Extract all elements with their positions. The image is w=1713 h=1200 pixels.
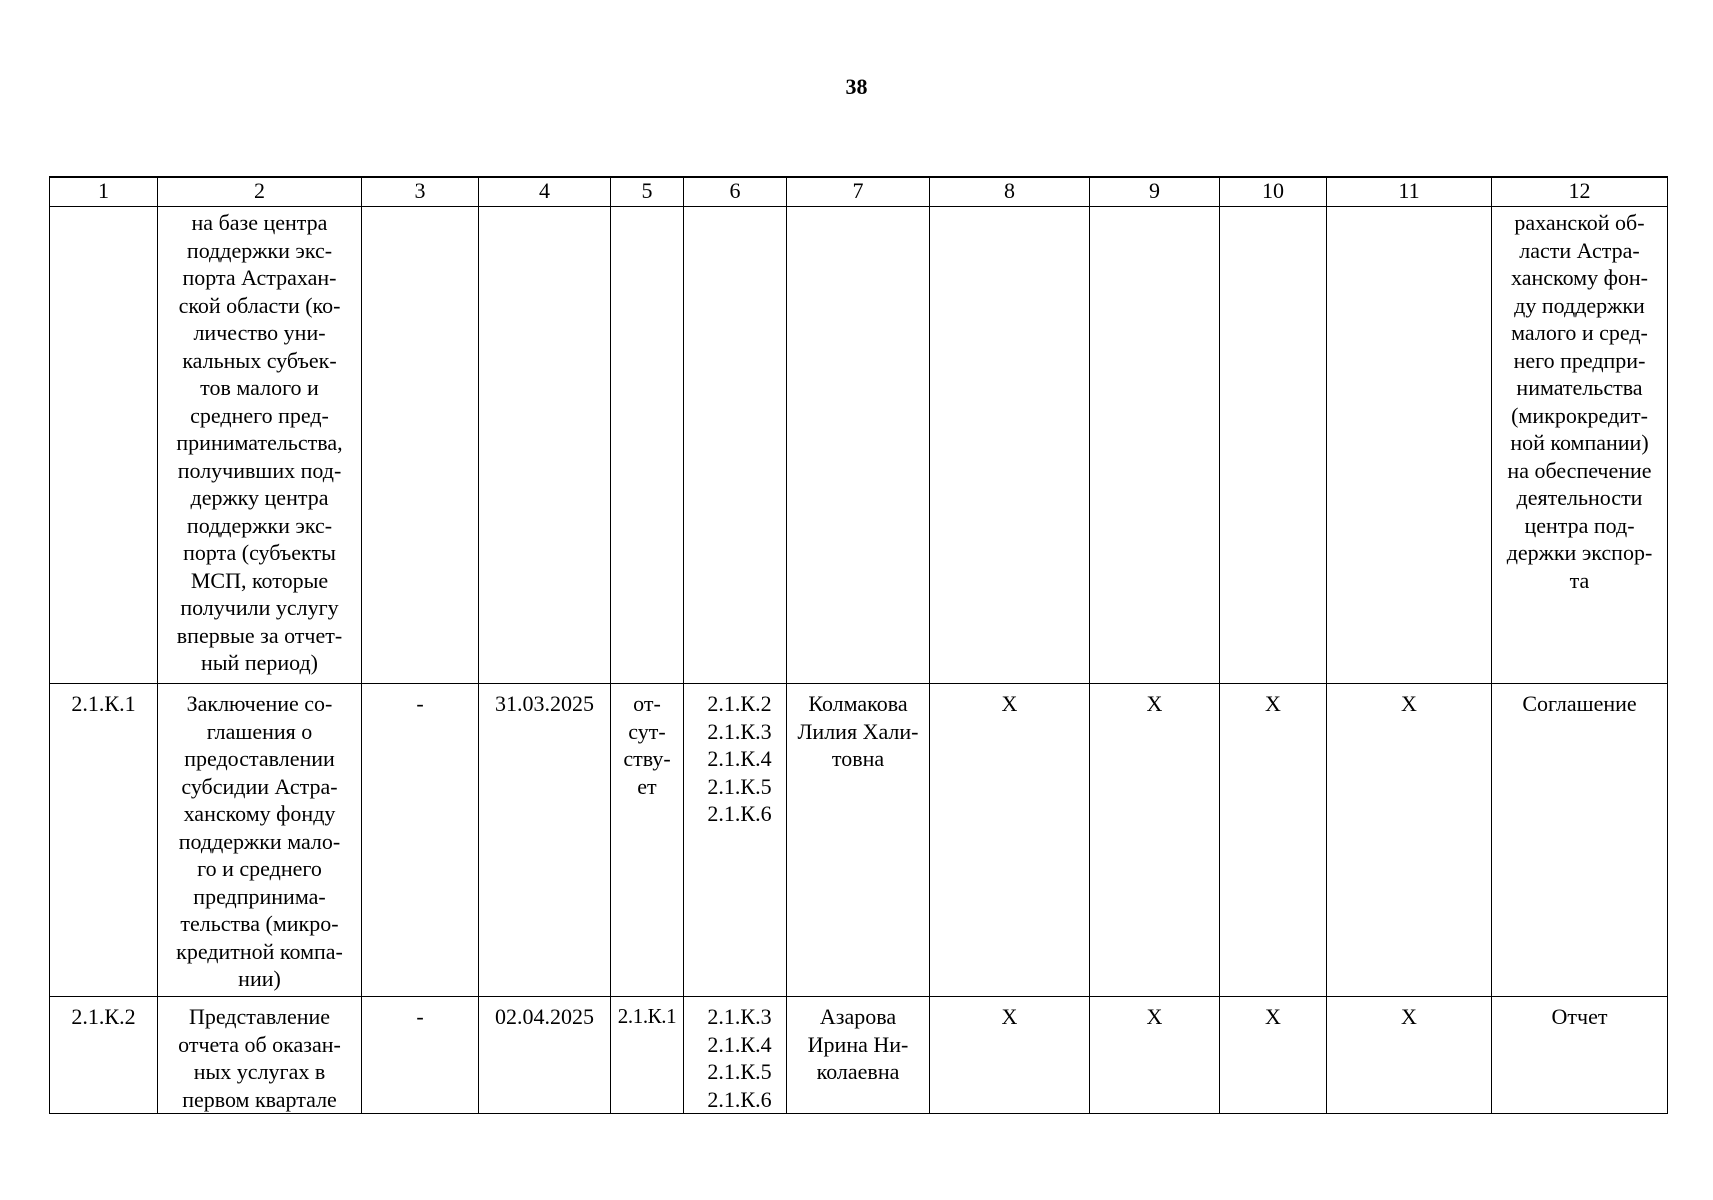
successor-cell <box>684 207 787 684</box>
mark-cell: Х <box>1090 684 1220 997</box>
table-cell: - <box>362 997 479 1114</box>
column-number: 5 <box>611 177 684 207</box>
mark-cell: Х <box>1327 997 1492 1114</box>
table-cell <box>362 207 479 684</box>
table-row <box>50 684 1668 997</box>
date-cell <box>479 207 611 684</box>
column-number: 1 <box>50 177 158 207</box>
date-cell: 31.03.2025 <box>479 684 611 997</box>
table-cell <box>1090 207 1220 684</box>
column-number: 11 <box>1327 177 1492 207</box>
table-row <box>50 997 1668 1114</box>
predecessor-cell <box>611 207 684 684</box>
column-number: 6 <box>684 177 787 207</box>
mark-cell: Х <box>1327 684 1492 997</box>
description-cell: Представление отчета об оказан- ных услугах в первом квартале <box>158 997 362 1114</box>
responsible-cell: Азарова Ирина Ни- колаевна <box>787 997 930 1114</box>
column-number-row <box>50 177 1668 207</box>
plan-table <box>49 176 1668 1114</box>
table-cell <box>930 207 1090 684</box>
predecessor-cell: 2.1.К.1 <box>611 997 684 1114</box>
row-id-cell: 2.1.К.2 <box>50 997 158 1114</box>
column-number: 2 <box>158 177 362 207</box>
description-cell: Заключение со- глашения о предоставлении субсидии Астра- ханскому фонду поддержки мало- го и среднего предпринима- тельства (микро- кредитной компа- нии) <box>158 684 362 997</box>
mark-cell: Х <box>930 684 1090 997</box>
mark-cell: Х <box>1220 684 1327 997</box>
successor-cell: 2.1.К.2 2.1.К.3 2.1.К.4 2.1.К.5 2.1.К.6 <box>684 684 787 997</box>
description-cell: на базе центра поддержки экс- порта Астрахан- ской области (ко- личество уни- кальных субъек- тов малого и среднего пред- принимательства, получивших под- держку центра поддержки экс- порта (субъекты МСП, которые получили услугу впервые за отчет- ный период) <box>158 207 362 684</box>
document-type-cell: Отчет <box>1492 997 1668 1114</box>
column-number: 7 <box>787 177 930 207</box>
table-cell: - <box>362 684 479 997</box>
row-id-cell: 2.1.К.1 <box>50 684 158 997</box>
responsible-cell: Колмакова Лилия Хали- товна <box>787 684 930 997</box>
column-number: 4 <box>479 177 611 207</box>
column-number: 8 <box>930 177 1090 207</box>
document-type-cell: раханской об- ласти Астра- ханскому фон- ду поддержки малого и сред- него предпри- нимательства (микрокредит- ной компании) на обеспечение деятельности центра под- держки экспор- та <box>1492 207 1668 684</box>
document-type-cell: Соглашение <box>1492 684 1668 997</box>
predecessor-cell: от- сут- ству- ет <box>611 684 684 997</box>
mark-cell: Х <box>1220 997 1327 1114</box>
date-cell: 02.04.2025 <box>479 997 611 1114</box>
mark-cell: Х <box>930 997 1090 1114</box>
row-id-cell <box>50 207 158 684</box>
column-number: 10 <box>1220 177 1327 207</box>
column-number: 3 <box>362 177 479 207</box>
column-number: 12 <box>1492 177 1668 207</box>
responsible-cell <box>787 207 930 684</box>
table-cell <box>1220 207 1327 684</box>
mark-cell: Х <box>1090 997 1220 1114</box>
successor-cell: 2.1.К.3 2.1.К.4 2.1.К.5 2.1.К.6 <box>684 997 787 1114</box>
column-number: 9 <box>1090 177 1220 207</box>
page-number: 38 <box>845 74 868 99</box>
table-cell <box>1327 207 1492 684</box>
table-row <box>50 207 1668 684</box>
